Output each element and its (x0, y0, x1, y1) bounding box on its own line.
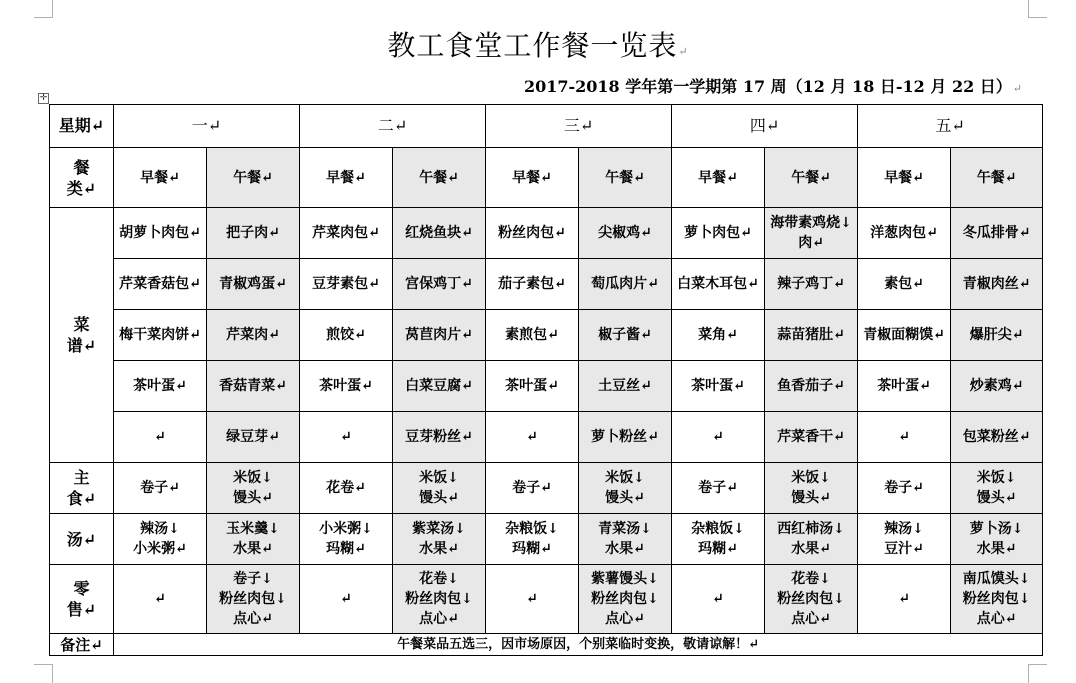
cell-text-line: 包菜粉丝↵ (962, 429, 1031, 445)
cell-text-line: 花卷↵ (326, 480, 366, 496)
breakfast-dish-cell[interactable] (300, 208, 393, 259)
soup-breakfast-cell[interactable] (858, 514, 951, 565)
breakfast-dish-cell[interactable] (300, 310, 393, 361)
lunch-dish-cell[interactable] (207, 208, 300, 259)
cell-text-line: 粉丝肉包↵ (498, 225, 566, 241)
lunch-dish-cell[interactable] (579, 259, 672, 310)
week-subtitle[interactable]: 2017-2018 学年第一学期第 17 周（12 月 18 日-12 月 22 日）↵ (523, 77, 1022, 96)
page-corner-bottom-right (1028, 664, 1047, 683)
dish-row (50, 208, 1043, 259)
cell-text-line: 玛糊↵ (698, 541, 738, 557)
breakfast-dish-cell[interactable] (486, 310, 579, 361)
cell-text-line: 椒子酱↵ (598, 327, 652, 343)
cell-text-line: 馒头↵ (976, 490, 1017, 506)
cell-text-line: 萝卜粉丝↵ (591, 429, 659, 445)
table-move-handle-icon[interactable]: ✛ (39, 93, 48, 103)
breakfast-type-cell[interactable]: 早餐↵ (486, 148, 579, 208)
cell-text-line: 南瓜馍头↓ (962, 571, 1031, 587)
soup-lunch-cell[interactable] (207, 514, 300, 565)
lunch-type-cell[interactable]: 午餐↵ (393, 148, 486, 208)
row-label-char: 谱↵ (66, 336, 97, 355)
soup-breakfast-cell[interactable] (300, 514, 393, 565)
soup-breakfast-cell[interactable] (114, 514, 207, 565)
lunch-type-cell[interactable]: 午餐↵ (579, 148, 672, 208)
breakfast-dish-cell[interactable] (486, 412, 579, 463)
cell-text-line: 青椒面糊馍↵ (863, 327, 945, 343)
cell-text-line: 宫保鸡丁↵ (405, 276, 473, 292)
cell-text-line: 粉丝肉包↓ (219, 591, 287, 607)
breakfast-dish-cell[interactable] (300, 361, 393, 412)
lunch-dish-cell[interactable] (393, 361, 486, 412)
breakfast-dish-cell[interactable] (486, 361, 579, 412)
lunch-dish-cell[interactable] (207, 310, 300, 361)
remark-text-cell[interactable]: 午餐菜品五选三，因市场原因，个别菜临时变换，敬请谅解！↵ (114, 634, 1043, 656)
breakfast-type-cell[interactable]: 早餐↵ (300, 148, 393, 208)
soup-lunch-cell[interactable] (579, 514, 672, 565)
breakfast-dish-cell[interactable] (672, 310, 765, 361)
cell-text-line: 粉丝肉包↓ (777, 591, 845, 607)
cell-text-line: 萄瓜肉片↵ (591, 276, 659, 292)
breakfast-dish-cell[interactable] (114, 412, 207, 463)
retail-row (50, 565, 1043, 634)
remark-label-cell[interactable]: 备注↵ (50, 634, 114, 656)
cell-text-line: 小米粥↵ (133, 541, 187, 557)
cell-text-line: 紫菜汤↓ (412, 521, 466, 537)
cell-text-line: 馒头↵ (791, 490, 831, 506)
cell-text-line: ↵ (526, 591, 538, 607)
cell-text-line: 芹菜香干↵ (777, 429, 845, 445)
breakfast-dish-cell[interactable] (114, 208, 207, 259)
header-row (50, 105, 1043, 148)
cell-text-line: 香菇青菜↵ (219, 378, 287, 394)
breakfast-dish-cell[interactable] (672, 412, 765, 463)
lunch-type-cell[interactable]: 午餐↵ (765, 148, 858, 208)
cell-text-line: 白菜木耳包↵ (677, 276, 759, 292)
dish-row (50, 310, 1043, 361)
breakfast-dish-cell[interactable] (114, 361, 207, 412)
cell-text-line: 点心↵ (233, 611, 273, 627)
cell-text-line: 卷子↵ (698, 480, 738, 496)
staple-lunch-cell[interactable] (579, 463, 672, 514)
cell-text-line: 馒头↵ (605, 490, 645, 506)
cell-text-line: 水果↵ (419, 541, 459, 557)
cell-text-line: 炒素鸡↵ (969, 378, 1024, 394)
lunch-dish-cell[interactable] (765, 259, 858, 310)
cell-text-line: 西红柿汤↓ (777, 521, 845, 537)
staple-breakfast-cell[interactable] (114, 463, 207, 514)
breakfast-dish-cell[interactable] (300, 259, 393, 310)
cell-text-line: 素煎包↵ (505, 327, 559, 343)
breakfast-dish-cell[interactable] (858, 412, 951, 463)
cell-text-line: 茶叶蛋↵ (877, 378, 931, 394)
soup-row (50, 514, 1043, 565)
lunch-dish-cell[interactable] (579, 208, 672, 259)
lunch-dish-cell[interactable] (207, 412, 300, 463)
cell-text-line: ↵ (340, 429, 352, 445)
cell-text-line: ↵ (154, 591, 166, 607)
cell-text-line: 紫薯馒头↓ (591, 571, 659, 587)
lunch-dish-cell[interactable] (579, 310, 672, 361)
breakfast-dish-cell[interactable] (858, 310, 951, 361)
cell-text-line: 芹菜肉↵ (226, 327, 280, 343)
cell-text-line: 豆汁↵ (884, 541, 924, 557)
cell-text-line: 杂粮饭↓ (505, 521, 559, 537)
lunch-dish-cell[interactable] (207, 361, 300, 412)
cell-text-line: 茶叶蛋↵ (691, 378, 745, 394)
row-label-char: 售↵ (66, 600, 97, 619)
retail-breakfast-cell[interactable] (672, 565, 765, 634)
lunch-dish-cell[interactable] (579, 412, 672, 463)
retail-lunch-cell[interactable] (765, 565, 858, 634)
cell-text-line: 莴苣肉片↵ (405, 327, 473, 343)
breakfast-dish-cell[interactable] (486, 259, 579, 310)
lunch-dish-cell[interactable] (393, 259, 486, 310)
cell-text-line: 水果↵ (233, 541, 273, 557)
staple-breakfast-cell[interactable] (300, 463, 393, 514)
cell-text-line: 芹菜香菇包↵ (119, 276, 201, 292)
staple-lunch-cell[interactable] (393, 463, 486, 514)
retail-lunch-cell[interactable] (393, 565, 486, 634)
staple-breakfast-cell[interactable] (672, 463, 765, 514)
cell-text-line: 豆芽粉丝↵ (405, 429, 473, 445)
cell-text-line: ↵ (712, 429, 724, 445)
staple-breakfast-cell[interactable] (486, 463, 579, 514)
cell-text-line: 玛糊↵ (512, 541, 552, 557)
lunch-dish-cell[interactable] (951, 361, 1043, 412)
breakfast-dish-cell[interactable] (858, 361, 951, 412)
row-label-char: 汤↵ (66, 529, 97, 549)
cell-text-line: 馒头↵ (233, 490, 273, 506)
cell-text-line: 米饭↓ (605, 470, 645, 486)
dish-row (50, 361, 1043, 412)
cell-text-line: ↵ (898, 591, 910, 607)
row-label-char: 类↵ (66, 178, 97, 198)
cell-text-line: 水果↵ (605, 541, 645, 557)
cell-text-line: 海带素鸡烧↓ (770, 215, 852, 231)
cell-text-line: 花卷↓ (791, 571, 831, 587)
cell-text-line: 茶叶蛋↵ (133, 378, 187, 394)
breakfast-dish-cell[interactable] (486, 208, 579, 259)
cell-text-line: ↵ (712, 591, 724, 607)
cell-text-line: 萝卜汤↓ (969, 521, 1024, 537)
cell-text-line: 茶叶蛋↵ (319, 378, 373, 394)
cell-text-line: 点心↵ (419, 611, 459, 627)
day-header-1[interactable]: 一↵ (114, 105, 300, 148)
cell-text-line: 尖椒鸡↵ (598, 225, 652, 241)
cell-text-line: 卷子↓ (233, 571, 273, 587)
breakfast-dish-cell[interactable] (858, 259, 951, 310)
cell-text-line: 青菜汤↓ (598, 521, 652, 537)
page-corner-top-right (1028, 0, 1047, 18)
breakfast-dish-cell[interactable] (858, 208, 951, 259)
lunch-dish-cell[interactable] (765, 208, 858, 259)
cell-text-line: 杂粮饭↓ (691, 521, 745, 537)
cell-text-line: 把子肉↵ (226, 225, 280, 241)
dishes-label-cell[interactable] (50, 208, 114, 463)
cell-text-line: 辣子鸡丁↵ (777, 276, 845, 292)
cell-text-line: 点心↵ (791, 611, 831, 627)
cell-text-line: 花卷↓ (419, 571, 459, 587)
meal-type-row (50, 148, 1043, 208)
soup-label-cell[interactable] (50, 514, 114, 565)
lunch-dish-cell[interactable] (207, 259, 300, 310)
soup-breakfast-cell[interactable] (486, 514, 579, 565)
cell-text-line: 辣汤↓ (884, 521, 924, 537)
row-label-char: 菜 (73, 315, 90, 334)
page-corner-top-left (34, 0, 53, 18)
lunch-dish-cell[interactable] (393, 208, 486, 259)
cell-text-line: 青椒鸡蛋↵ (219, 276, 287, 292)
lunch-type-cell[interactable]: 午餐↵ (207, 148, 300, 208)
paragraph-mark: ↵ (678, 45, 689, 58)
lunch-dish-cell[interactable] (765, 310, 858, 361)
retail-lunch-cell[interactable] (951, 565, 1043, 634)
breakfast-dish-cell[interactable] (300, 412, 393, 463)
dish-row (50, 412, 1043, 463)
cell-text-line: ↵ (526, 429, 538, 445)
lunch-dish-cell[interactable] (393, 310, 486, 361)
weekday-label-cell[interactable]: 星期↵ (50, 105, 114, 148)
lunch-type-cell[interactable]: 午餐↵ (951, 148, 1043, 208)
cell-text-line: 卷子↵ (512, 480, 552, 496)
cell-text-line: 芹菜肉包↵ (312, 225, 380, 241)
staple-row (50, 463, 1043, 514)
cell-text-line: 小米粥↓ (319, 521, 373, 537)
retail-label-cell[interactable] (50, 565, 114, 634)
day-header-4[interactable]: 四↵ (672, 105, 858, 148)
cell-text-line: 米饭↓ (976, 470, 1017, 486)
day-header-3[interactable]: 三↵ (486, 105, 672, 148)
soup-breakfast-cell[interactable] (672, 514, 765, 565)
paragraph-mark: ↵ (1012, 82, 1022, 95)
soup-lunch-cell[interactable] (765, 514, 858, 565)
cell-text-line: 素包↵ (884, 276, 924, 292)
cell-text-line: 茶叶蛋↵ (505, 378, 559, 394)
cell-text-line: 米饭↓ (791, 470, 831, 486)
cell-text-line: 水果↵ (976, 541, 1017, 557)
cell-text-line: 白菜豆腐↵ (405, 378, 473, 394)
lunch-dish-cell[interactable] (765, 412, 858, 463)
cell-text-line: ↵ (340, 591, 352, 607)
cell-text-line: 米饭↓ (419, 470, 459, 486)
staple-label-cell[interactable] (50, 463, 114, 514)
lunch-dish-cell[interactable] (765, 361, 858, 412)
breakfast-type-cell[interactable]: 早餐↵ (114, 148, 207, 208)
breakfast-type-cell[interactable]: 早餐↵ (858, 148, 951, 208)
lunch-dish-cell[interactable] (393, 412, 486, 463)
cell-text-line: 冬瓜排骨↵ (962, 225, 1031, 241)
cell-text-line: 青椒肉丝↵ (962, 276, 1031, 292)
remark-row (50, 634, 1043, 656)
menu-table[interactable] (49, 104, 1043, 656)
cell-text-line: 煎饺↵ (326, 327, 366, 343)
cell-text-line: 绿豆芽↵ (226, 429, 280, 445)
cell-text-line: 馒头↵ (419, 490, 459, 506)
staple-lunch-cell[interactable] (951, 463, 1043, 514)
cell-text-line: 蒜苗猪肚↵ (777, 327, 845, 343)
cell-text-line: 粉丝肉包↓ (591, 591, 659, 607)
cell-text-line: 红烧鱼块↵ (405, 225, 473, 241)
lunch-dish-cell[interactable] (951, 412, 1043, 463)
breakfast-dish-cell[interactable] (672, 361, 765, 412)
cell-text-line: 梅干菜肉饼↵ (119, 327, 201, 343)
cell-text-line: 菜角↵ (698, 327, 738, 343)
cell-text-line: ↵ (898, 429, 910, 445)
cell-text-line: 点心↵ (605, 611, 645, 627)
row-label-char: 主 (73, 468, 90, 487)
day-header-5[interactable]: 五↵ (858, 105, 1043, 148)
breakfast-dish-cell[interactable] (114, 310, 207, 361)
cell-text-line: 胡萝卜肉包↵ (119, 225, 201, 241)
page-corner-bottom-left (34, 664, 53, 683)
retail-breakfast-cell[interactable] (486, 565, 579, 634)
retail-breakfast-cell[interactable] (858, 565, 951, 634)
cell-text-line: 爆肝尖↵ (969, 327, 1024, 343)
row-label-char: 餐 (73, 157, 90, 177)
breakfast-type-cell[interactable]: 早餐↵ (672, 148, 765, 208)
cell-text-line: 洋葱肉包↵ (870, 225, 938, 241)
cell-text-line: 鱼香茄子↵ (777, 378, 845, 394)
staple-breakfast-cell[interactable] (858, 463, 951, 514)
staple-lunch-cell[interactable] (207, 463, 300, 514)
cell-text-line: 土豆丝↵ (598, 378, 652, 394)
cell-text-line: 粉丝肉包↓ (962, 591, 1031, 607)
meal-type-label-cell[interactable] (50, 148, 114, 208)
retail-breakfast-cell[interactable] (300, 565, 393, 634)
cell-text-line: 豆芽素包↵ (312, 276, 380, 292)
day-header-2[interactable]: 二↵ (300, 105, 486, 148)
breakfast-dish-cell[interactable] (114, 259, 207, 310)
cell-text-line: 萝卜肉包↵ (684, 225, 752, 241)
cell-text-line: 水果↵ (791, 541, 831, 557)
soup-lunch-cell[interactable] (393, 514, 486, 565)
cell-text-line: 茄子素包↵ (498, 276, 566, 292)
cell-text-line: 卷子↵ (884, 480, 924, 496)
cell-text-line: 肉↵ (798, 235, 824, 251)
document-title[interactable]: 教工食堂工作餐一览表↵ (387, 29, 689, 62)
retail-breakfast-cell[interactable] (114, 565, 207, 634)
cell-text-line: 玛糊↵ (326, 541, 366, 557)
breakfast-dish-cell[interactable] (672, 259, 765, 310)
cell-text-line: 卷子↵ (140, 480, 180, 496)
staple-lunch-cell[interactable] (765, 463, 858, 514)
soup-lunch-cell[interactable] (951, 514, 1043, 565)
retail-lunch-cell[interactable] (579, 565, 672, 634)
lunch-dish-cell[interactable] (951, 310, 1043, 361)
lunch-dish-cell[interactable] (579, 361, 672, 412)
lunch-dish-cell[interactable] (951, 208, 1043, 259)
lunch-dish-cell[interactable] (951, 259, 1043, 310)
breakfast-dish-cell[interactable] (672, 208, 765, 259)
row-label-char: 食↵ (66, 489, 97, 508)
cell-text-line: 米饭↓ (233, 470, 273, 486)
cell-text-line: 点心↵ (976, 611, 1017, 627)
retail-lunch-cell[interactable] (207, 565, 300, 634)
dish-row (50, 259, 1043, 310)
cell-text-line: 辣汤↓ (140, 521, 180, 537)
row-label-char: 零 (73, 579, 90, 598)
cell-text-line: 粉丝肉包↓ (405, 591, 473, 607)
cell-text-line: 玉米羹↓ (226, 521, 280, 537)
cell-text-line: ↵ (154, 429, 166, 445)
